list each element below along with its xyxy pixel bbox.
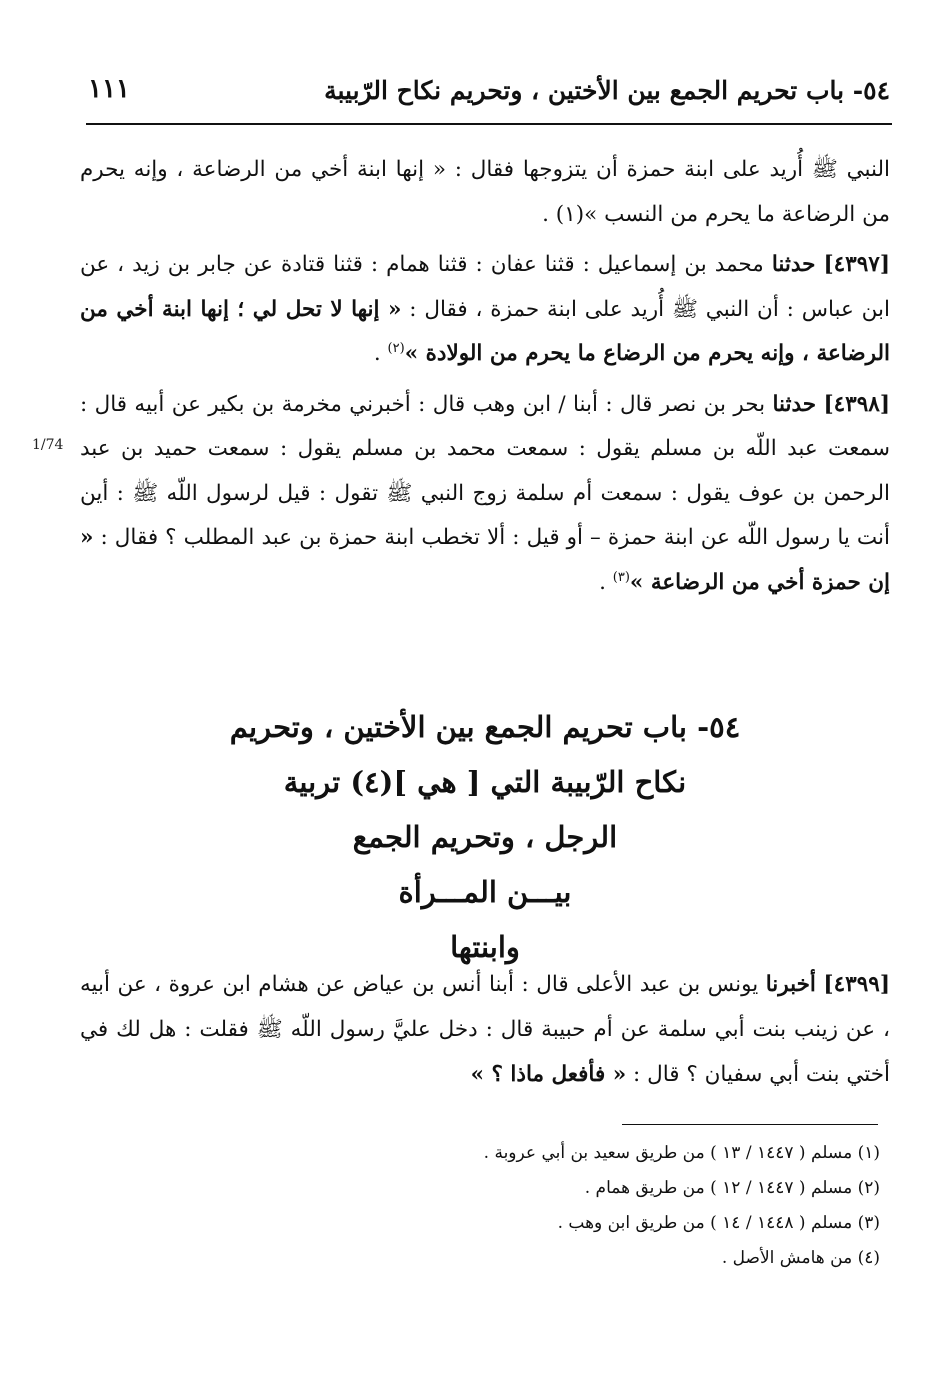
hadith-4397 — [80, 243, 890, 377]
footnote-mark: (٢) — [387, 340, 405, 356]
hadith-4398 — [80, 383, 890, 606]
hadith-lead: حدثنا — [772, 391, 817, 417]
chapter-heading-line: نكاح الرّبيبة التي [ هي ](٤) تربية — [283, 765, 687, 799]
footnotes — [300, 1136, 880, 1276]
hadith-number: [٤٣٩٧] — [823, 252, 891, 277]
chapter-heading-line: وابنتها — [450, 930, 520, 964]
footnote: (٢) مسلم ( ١٤٤٧ / ١٢ ) من طريق همام . — [584, 1178, 880, 1198]
running-header-title: ٥٤- باب تحريم الجمع بين الأختين ، وتحريم نكاح الرّبيبة — [324, 76, 890, 105]
page-number: ١١١ — [88, 74, 130, 104]
hadith-number: [٤٣٩٩] — [823, 972, 890, 997]
footnote-mark: (٣) — [612, 569, 630, 585]
hadith-quote: « فأفعل ماذا ؟ » — [470, 1062, 627, 1087]
footnote: (٤) من هامش الأصل . — [721, 1248, 880, 1268]
top-paragraph: النبي ﷺ أُريد على ابنة حمزة أن يتزوجها فقال : « إنها ابنة أخي من الرضاعة ، وإنه يحرم من الرضاعة ما يحرم من النسب »(١) . — [80, 157, 890, 227]
hadith-end: . — [599, 569, 606, 595]
chapter-heading-line: بيـــن المـــرأة — [398, 875, 572, 909]
chapter-heading-line: الرجل ، وتحريم الجمع — [352, 820, 618, 854]
hadith-text: بحر بن نصر قال : أبنا / ابن وهب قال : أخبرني مخرمة بن بكير عن أبيه قال : سمعت عبد اللّه بن مسلم يقول : سمعت محمد بن مسلم يقول : سمعت حميد بن عبد الرحمن بن عوف يقول : سمعت أم سلمة زوج النبي ﷺ تقول : قيل لرسول اللّه ﷺ : أين أنت يا رسول اللّه عن ابنة حمزة – أو قيل : ألا تخطب ابنة حمزة بن عبد المطلب ؟ فقال : — [80, 391, 890, 550]
header-rule — [86, 123, 892, 125]
hadith-lead: أخبرنا — [765, 972, 816, 997]
margin-note: 1/74 — [32, 437, 64, 453]
footnote: (١) مسلم ( ١٤٤٧ / ١٣ ) من طريق سعيد بن أبي عروبة . — [483, 1143, 880, 1163]
chapter-heading — [120, 700, 850, 975]
hadith-number: [٤٣٩٨] — [823, 391, 891, 417]
hadith-end: . — [373, 341, 381, 366]
hadith-lead: حدثنا — [771, 252, 816, 277]
main-text-block — [80, 148, 890, 611]
hadith-text: محمد بن إسماعيل : قثنا عفان : قثنا همام : قثنا قتادة عن جابر بن زيد ، عن ابن عباس : أن النبي ﷺ أُريد على ابنة حمزة ، فقال : — [80, 252, 890, 322]
chapter-heading-line: ٥٤- باب تحريم الجمع بين الأختين ، وتحريم — [229, 710, 741, 744]
footnote-rule — [622, 1124, 878, 1125]
hadith-quote: « إنها لا تحل لي ؛ إنها ابنة أخي من الرضاعة ، وإنه يحرم من الرضاع ما يحرم من الولادة » — [80, 296, 890, 366]
hadith-quote: « إن حمزة أخي من الرضاعة » — [80, 525, 890, 595]
hadith-4399 — [80, 962, 890, 1097]
footnote: (٣) مسلم ( ١٤٤٨ / ١٤ ) من طريق ابن وهب . — [557, 1213, 880, 1233]
hadith-text: يونس بن عبد الأعلى قال : أبنا أنس بن عياض عن هشام ابن عروة ، عن أبيه ، عن زينب بنت أبي سلمة عن أم حبيبة قال : دخل عليَّ رسول اللّه ﷺ فقلت : هل لك في أختي بنت أبي سفيان ؟ قال : — [80, 972, 890, 1087]
running-header — [78, 70, 890, 118]
